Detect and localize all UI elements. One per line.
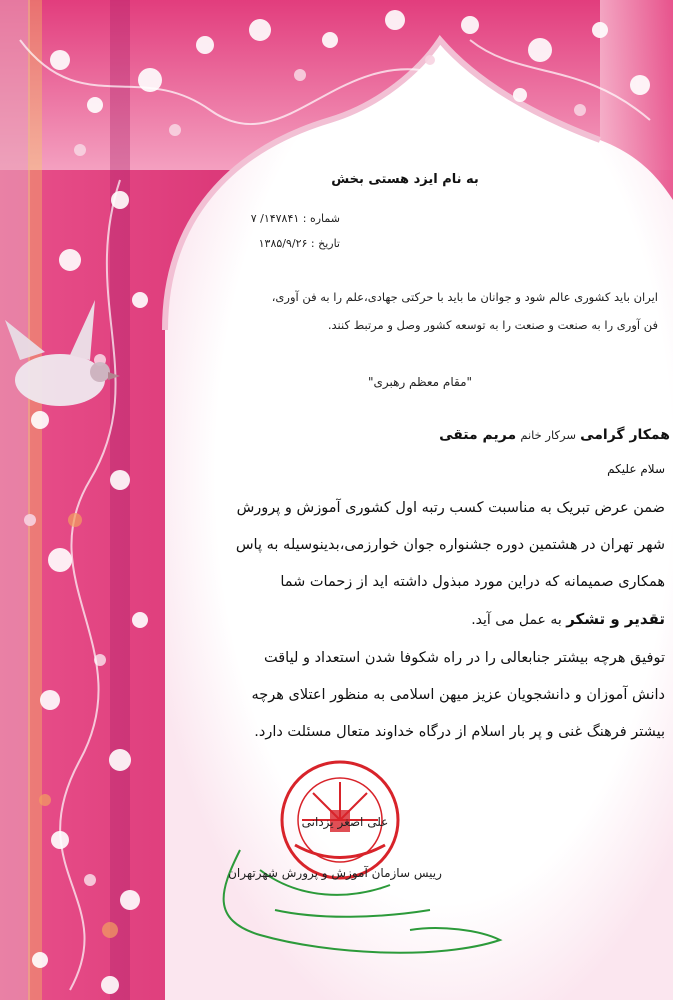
- number-label: شماره :: [302, 212, 340, 225]
- signatory-name: علی اصغر یزدانی: [301, 815, 389, 829]
- recipient-line: [300, 427, 670, 443]
- appreciation-bold: تقدیر و تشکر: [566, 610, 665, 628]
- closing-line-1: توفیق هرچه بیشتر جنابعالی را در راه شکوفا شدن استعداد و لیاقت: [264, 650, 665, 666]
- stamp-and-signature: [180, 750, 510, 980]
- appreciation-line: [300, 610, 665, 628]
- number-value: ۱۴۷۸۴۱/ ۷: [250, 212, 300, 225]
- date-value: ۱۳۸۵/۹/۲۶: [258, 237, 308, 250]
- body-line-2: شهر تهران در هشتمین دوره جشنواره جوان خوارزمی،بدینوسیله به پاس: [235, 537, 665, 553]
- signatory-position: رییس سازمان آموزش و پرورش شهرتهران: [228, 866, 442, 880]
- body-line-1: ضمن عرض تبریک به مناسبت کسب رتبه اول کشوری آموزش و پرورش: [236, 500, 665, 516]
- appreciation-rest: به عمل می آید.: [471, 612, 562, 628]
- letter-date-row: [205, 237, 340, 250]
- page-title: به نام ایزد هستی بخش: [331, 172, 479, 187]
- recipient-name: مریم متقی: [439, 427, 517, 443]
- closing-line-3: بیشتر فرهنگ غنی و پر بار اسلام از درگاه خداوند متعال مسئلت دارد.: [254, 724, 665, 740]
- quote-attribution: "مقام معظم رهبری": [367, 375, 473, 389]
- quote-line-2: فن آوری را به صنعت و صنعت را به توسعه کشور وصل و مرتبط کنند.: [327, 318, 658, 332]
- recipient-prefix: همکار گرامی: [580, 427, 670, 443]
- recipient-title: سرکار خانم: [520, 428, 576, 442]
- letter-number-row: [205, 212, 340, 225]
- closing-line-2: دانش آموزان و دانشجویان عزیز میهن اسلامی به منظور اعتلای هرچه: [251, 687, 665, 703]
- quote-line-1: ایران باید کشوری عالم شود و جوانان ما باید با حرکتی جهادی،علم را به فن آوری،: [271, 290, 658, 304]
- date-label: تاریخ :: [310, 237, 340, 250]
- body-line-3: همکاری صمیمانه که دراین مورد مبذول داشته اید از زحمات شما: [280, 574, 665, 590]
- greeting: سلام علیکم: [607, 462, 665, 476]
